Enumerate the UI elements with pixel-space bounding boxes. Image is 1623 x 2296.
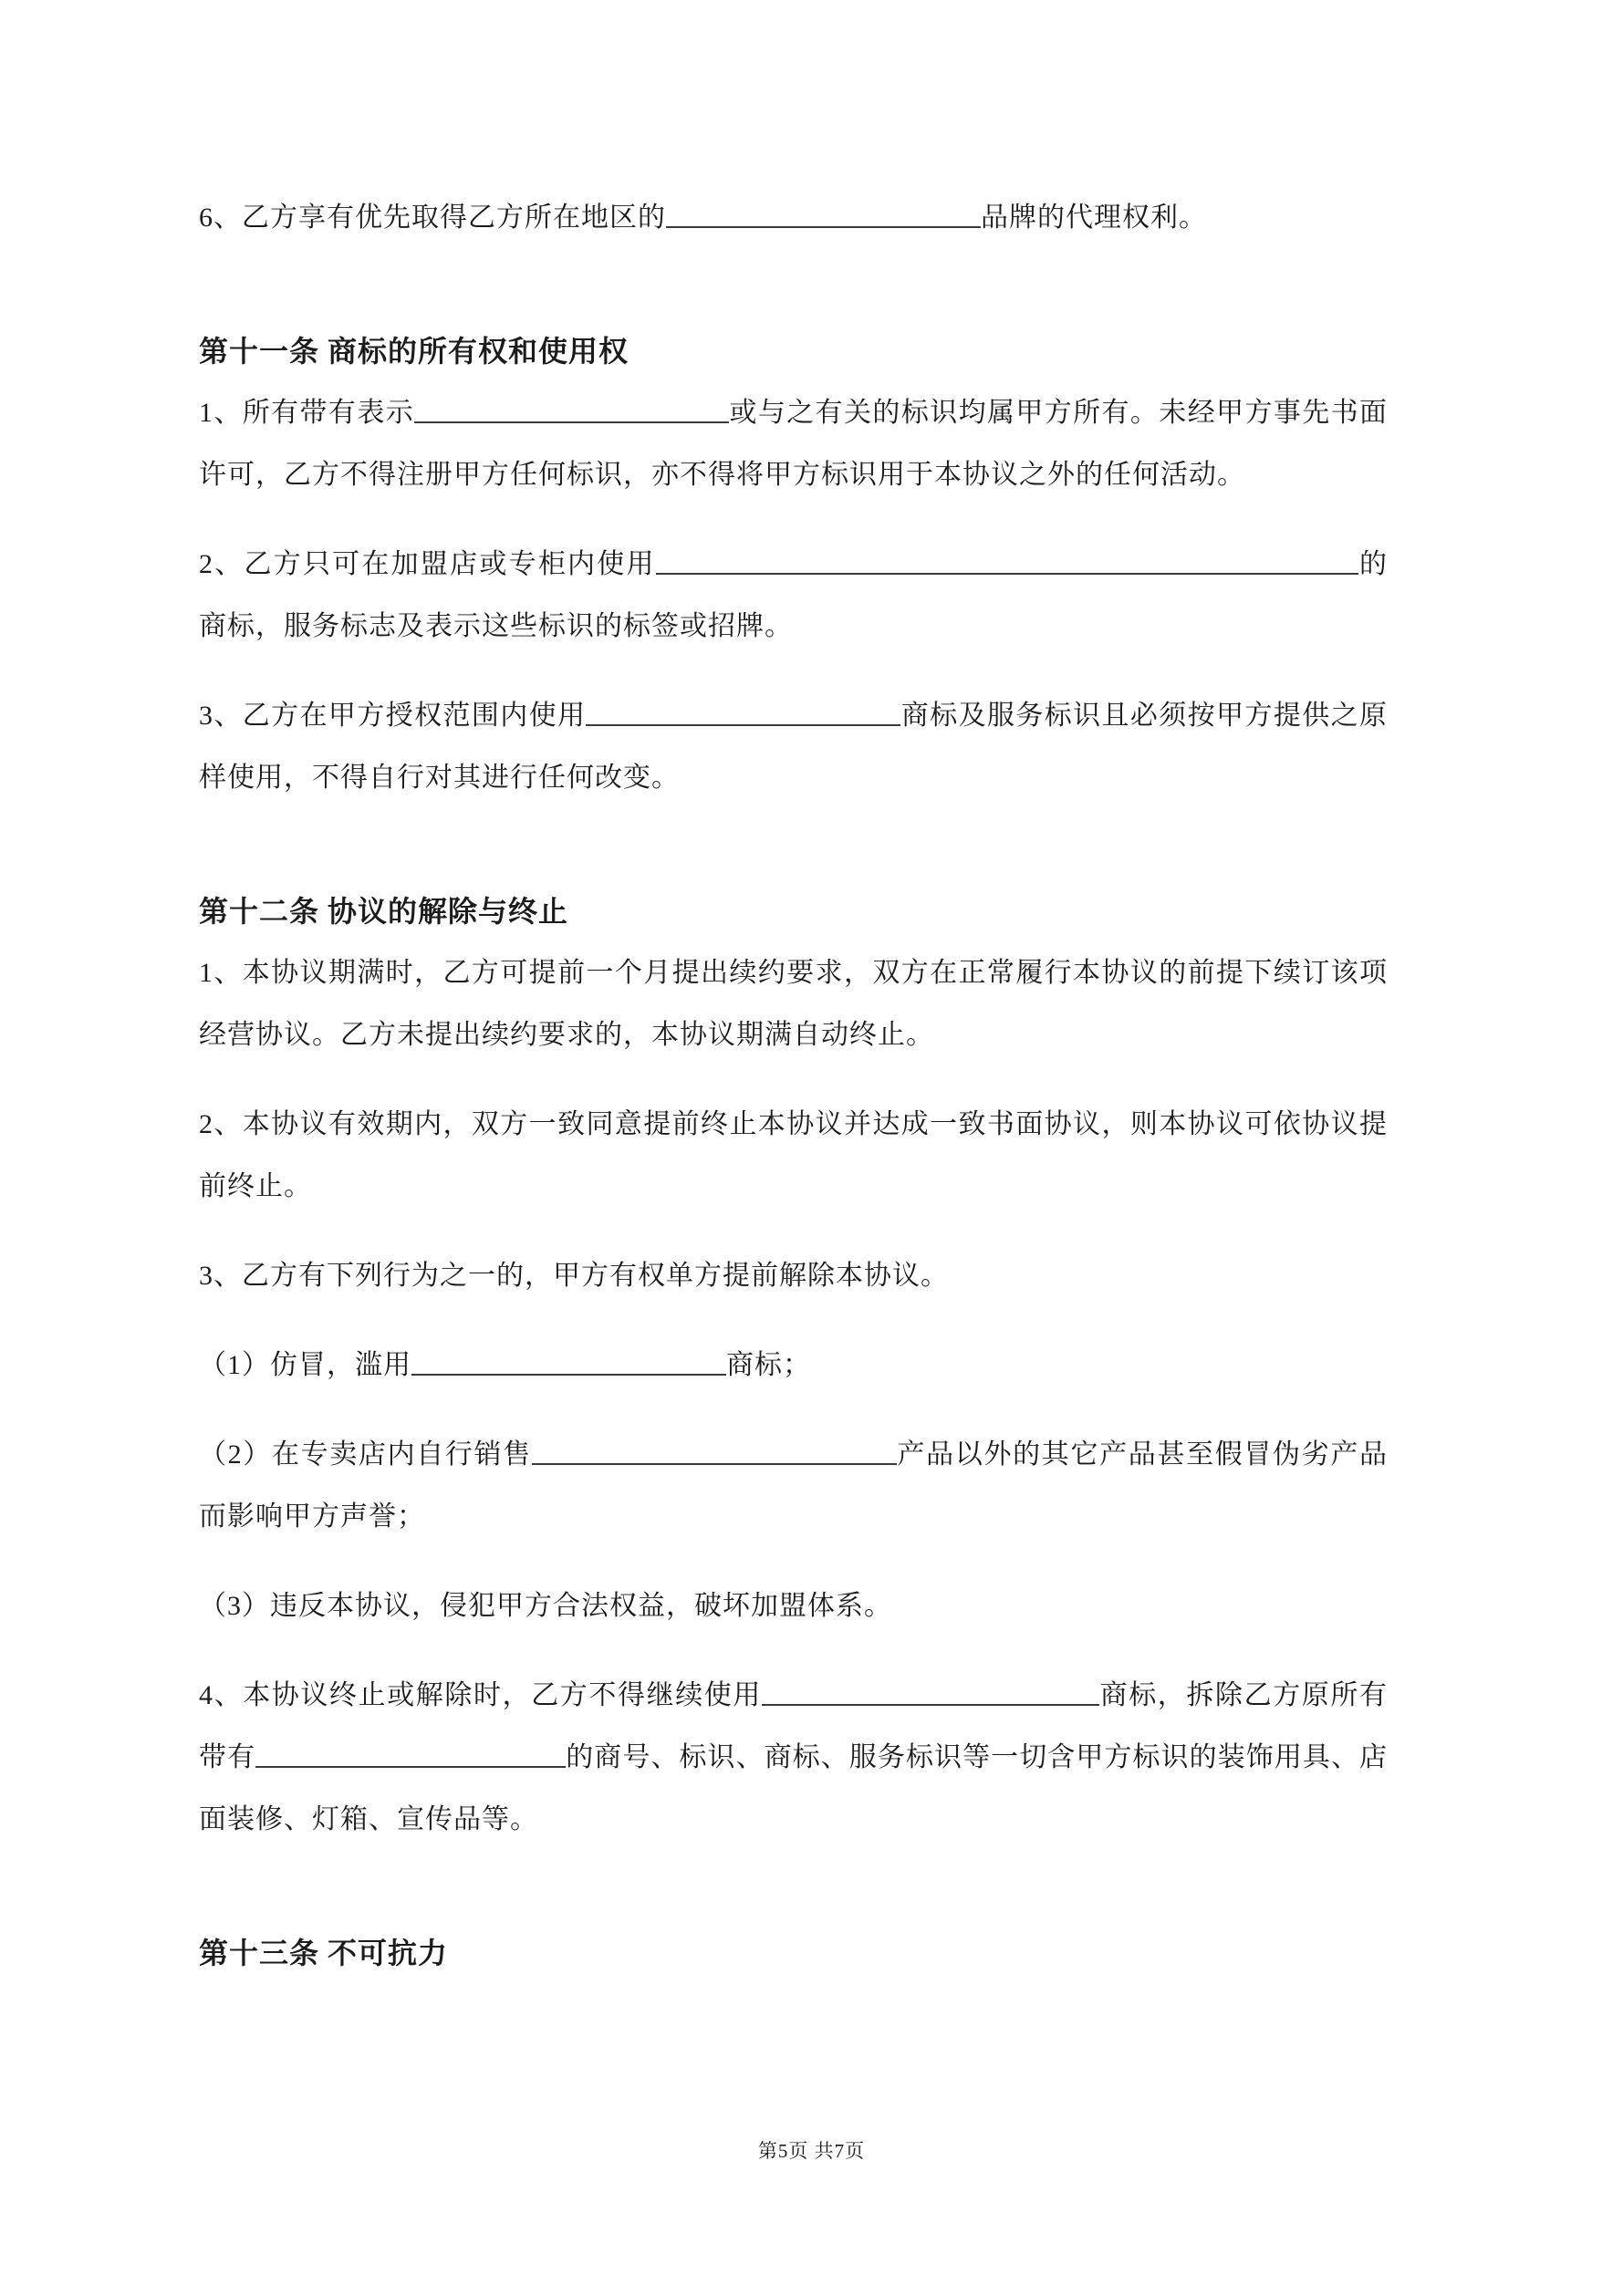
article-11-item-2 — [199, 534, 1388, 658]
section-heading-article-12: 第十二条 协议的解除与终止 — [199, 895, 569, 928]
fill-in-blank — [255, 1762, 566, 1768]
fill-in-blank — [414, 418, 729, 423]
article-12-item-3: 3、乙方有下列行为之一的，甲方有权单方提前解除本协议。 — [199, 1261, 949, 1291]
fill-in-blank — [762, 1700, 1099, 1706]
article-12-item-3-sub-2-text-pre: （2）在专卖店内自行销售 — [199, 1439, 532, 1470]
article-11-item-3 — [199, 685, 1388, 809]
article-12-item-3-sub-3: （3）违反本协议，侵犯甲方合法权益，破坏加盟体系。 — [199, 1591, 892, 1621]
article-12-item-3-sub-2-text-post: 产品以外的其它产品甚至假冒伪劣产品而影响甲方声誉； — [199, 1439, 1389, 1532]
fill-in-blank — [411, 1370, 726, 1376]
article-12-item-3-sub-2 — [199, 1424, 1388, 1548]
clause-6-paragraph — [199, 187, 1388, 249]
section-heading-article-13: 第十三条 不可抗力 — [199, 1937, 449, 1969]
article-11-item-1 — [199, 382, 1388, 506]
article-11-item-1-text-post: 或与之有关的标识均属甲方所有。未经甲方事先书面许可，乙方不得注册甲方任何标识，亦不得将甲方标识用于本协议之外的任何活动。 — [199, 398, 1389, 490]
article-11-item-2-text-post: 的商标，服务标志及表示这些标识的标签或招牌。 — [199, 549, 1389, 641]
fill-in-blank — [532, 1460, 897, 1465]
section-heading-article-11: 第十一条 商标的所有权和使用权 — [199, 335, 629, 368]
article-11-item-2-text-pre: 2、乙方只可在加盟店或专柜内使用 — [199, 549, 656, 579]
article-12-item-4-text-mid: 商标，拆除乙方原所有带有 — [199, 1680, 1388, 1772]
article-12-item-2: 2、本协议有效期内，双方一致同意提前终止本协议并达成一致书面协议，则本协议可依协议提前终止。 — [199, 1109, 1388, 1201]
article-11-item-3-text-post: 商标及服务标识且必须按甲方提供之原样使用，不得自行对其进行任何改变。 — [199, 701, 1389, 793]
article-12-item-3-sub-1-text-pre: （1）仿冒，滥用 — [199, 1350, 411, 1380]
article-12-item-3-sub-1 — [199, 1335, 1388, 1397]
article-12-item-4-text-post: 的商号、标识、商标、服务标识等一切含甲方标识的装饰用具、店面装修、灯箱、宣传品等。 — [199, 1742, 1389, 1834]
article-11-item-3-text-pre: 3、乙方在甲方授权范围内使用 — [199, 701, 587, 731]
fill-in-blank — [666, 223, 981, 228]
fill-in-blank — [656, 569, 1358, 575]
clause-6-text-pre: 6、乙方享有优先取得乙方所在地区的 — [199, 203, 666, 233]
article-12-item-1: 1、本协议期满时，乙方可提前一个月提出续约要求，双方在正常履行本协议的前提下续订该项经营协议。乙方未提出续约要求的，本协议期满自动终止。 — [199, 958, 1388, 1050]
clause-6-text-post: 品牌的代理权利。 — [981, 203, 1207, 233]
article-11-item-1-text-pre: 1、所有带有表示 — [199, 398, 415, 428]
article-12-item-4-text-pre: 4、本协议终止或解除时，乙方不得继续使用 — [199, 1680, 762, 1710]
page-footer: 第5页 共7页 — [757, 2140, 866, 2162]
fill-in-blank — [586, 721, 900, 726]
article-12-item-4 — [199, 1665, 1388, 1851]
article-12-item-3-sub-1-text-post: 商标； — [726, 1350, 811, 1380]
